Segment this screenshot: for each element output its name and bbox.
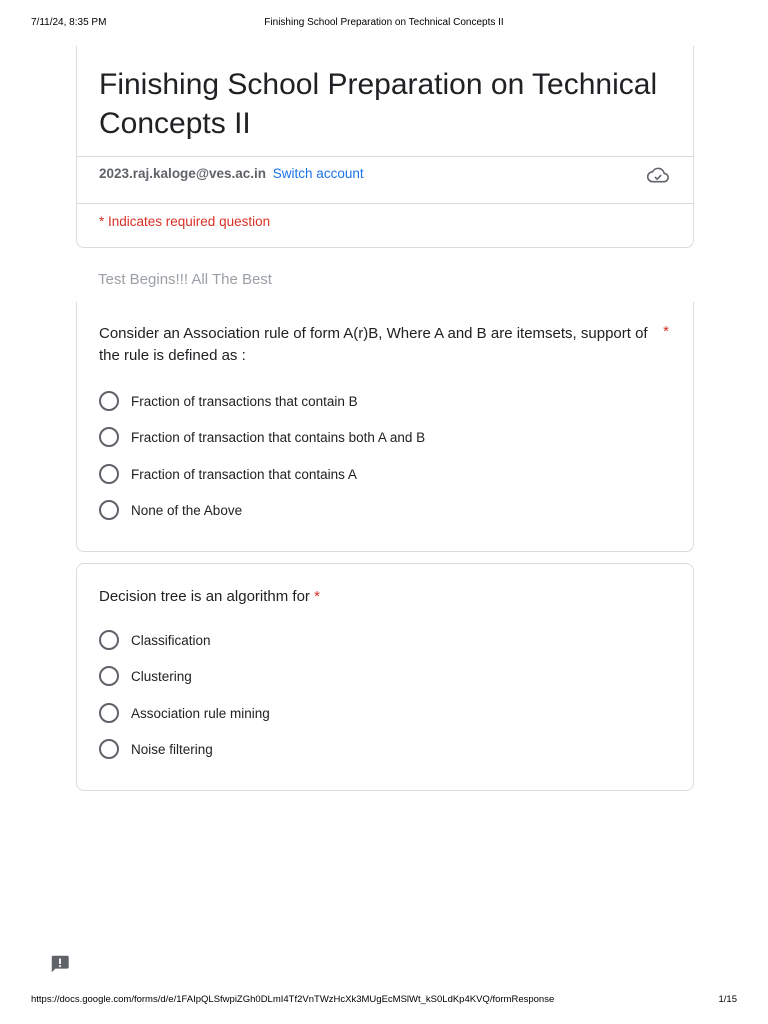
- radio-option[interactable]: [99, 462, 357, 486]
- radio-button[interactable]: [99, 739, 119, 759]
- print-page-title: Finishing School Preparation on Technical Concepts II: [264, 17, 504, 28]
- option-label: None of the Above: [131, 502, 243, 518]
- radio-option[interactable]: [99, 737, 213, 761]
- account-row: [99, 166, 364, 181]
- radio-option[interactable]: [99, 389, 358, 413]
- header-divider: [77, 156, 693, 157]
- radio-button[interactable]: [99, 630, 119, 650]
- option-label: Classification: [131, 632, 211, 648]
- radio-option[interactable]: [99, 628, 211, 652]
- report-feedback-icon[interactable]: [49, 953, 71, 975]
- radio-option[interactable]: [99, 664, 192, 688]
- option-label: Fraction of transaction that contains both A and B: [131, 429, 426, 445]
- radio-button[interactable]: [99, 427, 119, 447]
- required-asterisk: *: [314, 588, 320, 605]
- radio-option[interactable]: [99, 701, 270, 725]
- option-label: Fraction of transactions that contain B: [131, 393, 358, 409]
- radio-button[interactable]: [99, 703, 119, 723]
- radio-button[interactable]: [99, 464, 119, 484]
- cloud-check-icon: [647, 167, 669, 183]
- print-header: [31, 17, 737, 31]
- question-title: [99, 586, 659, 608]
- radio-option[interactable]: [99, 425, 425, 449]
- section-description: Test Begins!!! All The Best: [98, 271, 272, 288]
- option-label: Association rule mining: [131, 705, 270, 721]
- question-card-2: [76, 563, 694, 791]
- form-title: Finishing School Preparation on Technical Concepts II: [99, 68, 658, 140]
- account-email: 2023.raj.kaloge@ves.ac.in: [99, 166, 267, 181]
- required-asterisk: *: [663, 323, 669, 340]
- switch-account-link[interactable]: Switch account: [272, 166, 364, 181]
- form-header-card: [76, 46, 694, 248]
- radio-option[interactable]: [99, 498, 242, 522]
- radio-button[interactable]: [99, 500, 119, 520]
- print-footer: [31, 994, 737, 1008]
- account-divider: [77, 203, 693, 204]
- question-title: Consider an Association rule of form A(r)B, Where A and B are itemsets, support of the rule is defined as :: [99, 325, 648, 364]
- print-url: https://docs.google.com/forms/d/e/1FAIpQLSfwpiZGh0DLmI4Tf2VnTWzHcXk3MUgEcMSlWt_kS0LdKp4KVQ/formResponse: [31, 994, 555, 1005]
- option-label: Fraction of transaction that contains A: [131, 466, 357, 482]
- page-indicator: 1/15: [718, 994, 737, 1005]
- radio-button[interactable]: [99, 666, 119, 686]
- radio-button[interactable]: [99, 391, 119, 411]
- option-label: Clustering: [131, 668, 192, 684]
- question-text: Decision tree is an algorithm for: [99, 588, 310, 605]
- option-label: Noise filtering: [131, 741, 213, 757]
- question-card-1: [76, 302, 694, 552]
- print-datetime: 7/11/24, 8:35 PM: [31, 17, 107, 28]
- required-note: * Indicates required question: [99, 214, 271, 229]
